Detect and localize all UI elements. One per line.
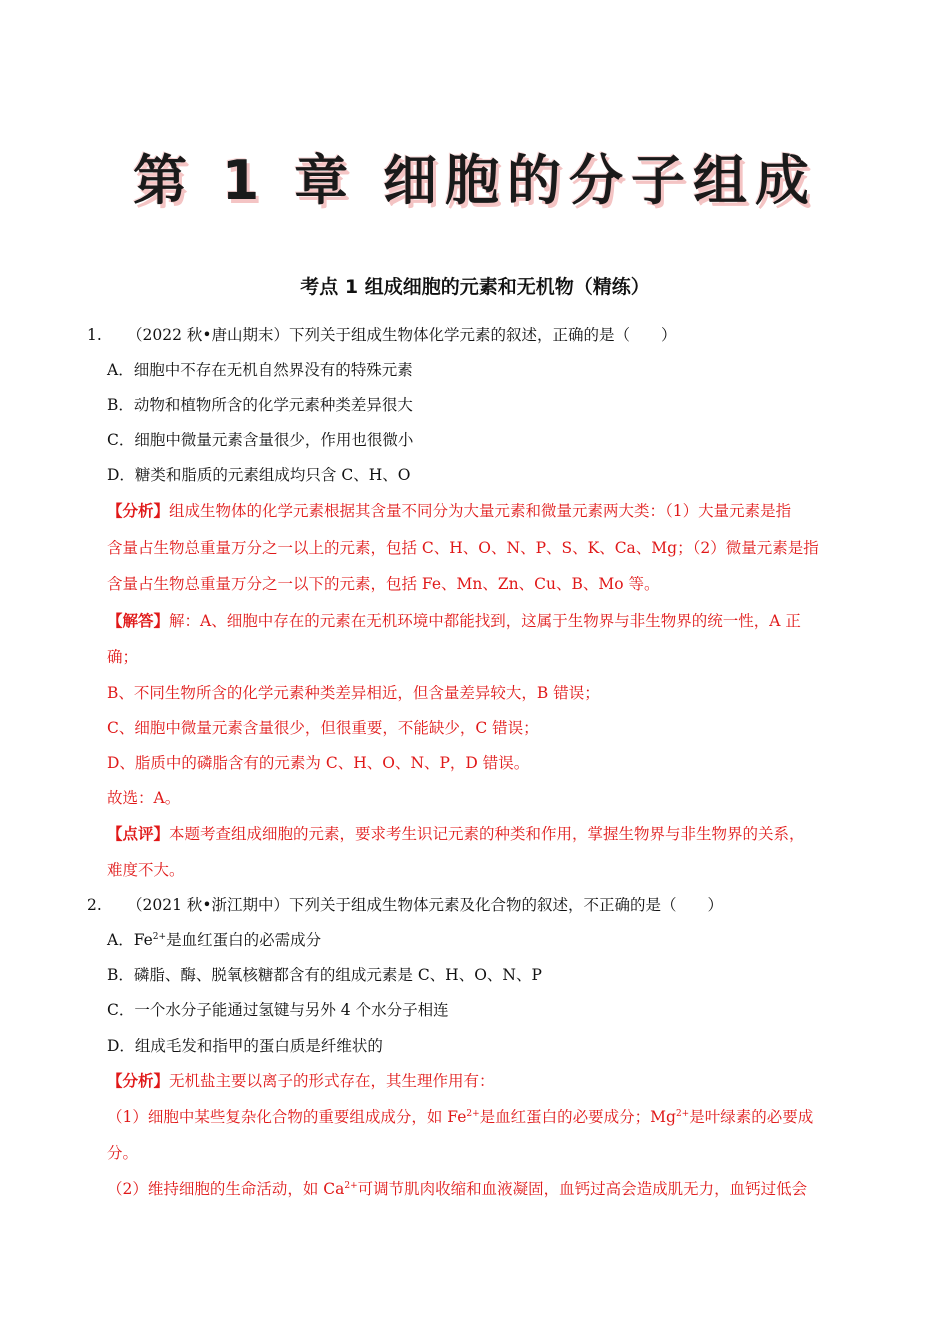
analysis-text: 是血红蛋白的必要成分；Mg [479,1108,676,1126]
answer-line: 确； [107,648,139,666]
option-c: C．细胞中微量元素含量很少，作用也很微小 [107,431,414,449]
comment-tag: 【点评】 [107,824,170,843]
superscript: 2+ [344,1181,358,1191]
option-c: C．一个水分子能通过氢键与另外 4 个水分子相连 [107,1001,449,1019]
analysis-tag: 【分析】 [107,501,170,520]
option-text: 是血红蛋白的必需成分 [166,931,322,949]
analysis-line [107,1179,807,1199]
analysis-line: 含量占生物总重量万分之一以下的元素，包括 Fe、Mn、Zn、Cu、B、Mo 等。 [107,575,660,593]
answer-line: B、不同生物所含的化学元素种类差异相近，但含量差异较大，B 错误； [107,684,600,702]
analysis-line [107,501,791,521]
answer-text: 解：A、细胞中存在的元素在无机环境中都能找到，这属于生物界与非生物界的统一性，A 正 [169,612,801,630]
analysis-text: （1）细胞中某些复杂化合物的重要组成成分，如 Fe [107,1108,467,1126]
option-a [107,930,321,950]
answer-line: D、脂质中的磷脂含有的元素为 C、H、O、N、P，D 错误。 [107,754,530,772]
answer-choice: 故选：A。 [107,789,181,807]
analysis-line [107,1107,813,1127]
comment-text: 本题考查组成细胞的元素，要求考生识记元素的种类和作用，掌握生物界与非生物界的关系， [169,825,805,843]
analysis-text: （2）维持细胞的生命活动，如 Ca [107,1180,345,1198]
analysis-text: 可调节肌肉收缩和血液凝固，血钙过高会造成肌无力，血钙过低会 [357,1180,808,1198]
option-b: B．磷脂、酶、脱氧核糖都含有的组成元素是 C、H、O、N、P [107,966,542,984]
option-d: D．糖类和脂质的元素组成均只含 C、H、O [107,466,411,484]
option-d: D．组成毛发和指甲的蛋白质是纤维状的 [107,1037,383,1055]
analysis-text: 组成生物体的化学元素根据其含量不同分为大量元素和微量元素两大类：（1）大量元素是指 [169,502,792,520]
analysis-text: 是叶绿素的必要成 [689,1108,814,1126]
question-stem: （2021 秋•浙江期中）下列关于组成生物体元素及化合物的叙述，不正确的是（ ） [127,896,724,914]
analysis-line [107,1071,495,1091]
option-b: B．动物和植物所含的化学元素种类差异很大 [107,396,413,414]
analysis-tag: 【分析】 [107,1071,170,1090]
answer-line: C、细胞中微量元素含量很少，但很重要，不能缺少，C 错误； [107,719,539,737]
superscript: 2+ [152,932,167,942]
question-number: 1. [87,326,102,344]
superscript: 2+ [675,1109,690,1119]
option-text: A．Fe [107,931,153,949]
comment-line [107,824,805,844]
analysis-line: 含量占生物总重量万分之一以上的元素，包括 C、H、O、N、P、S、K、Ca、Mg；（2）微量元素是指 [107,539,819,557]
superscript: 2+ [466,1109,480,1119]
question-number: 2. [87,896,102,914]
question-stem: （2022 秋•唐山期末）下列关于组成生物体化学元素的叙述，正确的是（ ） [127,326,677,344]
comment-line: 难度不大。 [107,861,185,879]
analysis-text: 无机盐主要以离子的形式存在，其生理作用有： [169,1072,495,1090]
analysis-line: 分。 [107,1144,139,1162]
answer-tag: 【解答】 [107,611,170,630]
chapter-title: 第 1 章 细胞的分子组成 [133,149,817,212]
answer-line [107,611,801,631]
option-a: A．细胞中不存在无机自然界没有的特殊元素 [107,361,413,379]
section-title: 考点 1 组成细胞的元素和无机物（精练） [300,276,650,298]
